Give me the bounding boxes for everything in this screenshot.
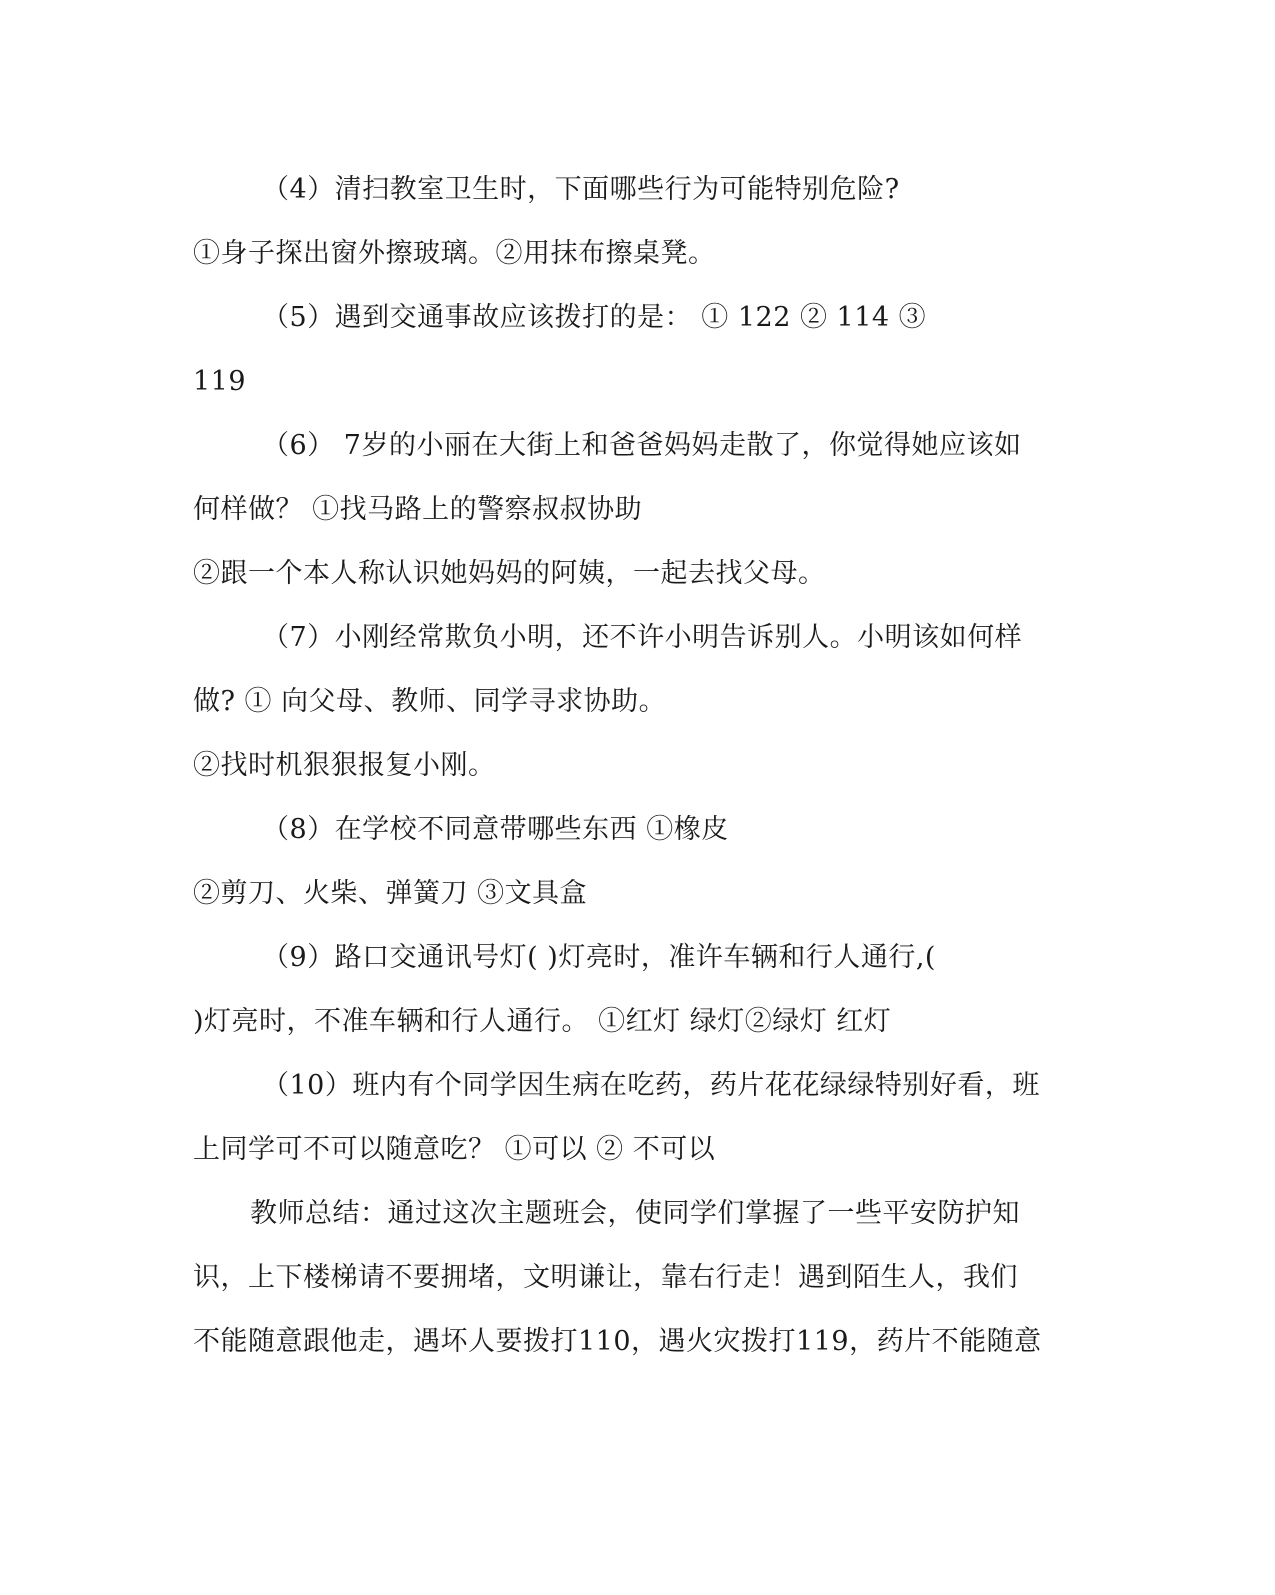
question-6: （6） 7岁的小丽在大街上和爸爸妈妈走散了，你觉得她应该如	[262, 430, 1022, 461]
question-9-continued: )灯亮时，不准车辆和行人通行。 ①红灯 绿灯②绿灯 红灯	[193, 1006, 892, 1037]
question-4: （4）清扫教室卫生时，下面哪些行为可能特别危险?	[262, 174, 900, 205]
teacher-summary: 教师总结：通过这次主题班会，使同学们掌握了一些平安防护知	[250, 1198, 1020, 1229]
question-10-continued: 上同学可不可以随意吃？ ①可以 ② 不可以	[193, 1134, 716, 1165]
question-8: （8）在学校不同意带哪些东西 ①橡皮	[262, 814, 729, 845]
question-4-options: ①身子探出窗外擦玻璃。②用抹布擦桌凳。	[193, 238, 716, 269]
question-7-option-2: ②找时机狠狠报复小刚。	[193, 750, 496, 781]
question-8-options: ②剪刀、火柴、弹簧刀 ③文具盒	[193, 878, 588, 909]
question-7: （7）小刚经常欺负小明，还不许小明告诉别人。小明该如何样	[262, 622, 1023, 653]
teacher-summary-line-3: 不能随意跟他走，遇坏人要拨打110，遇火灾拨打119，药片不能随意	[193, 1326, 1042, 1357]
question-10: （10）班内有个同学因生病在吃药，药片花花绿绿特别好看，班	[262, 1070, 1040, 1101]
question-5-continued: 119	[193, 366, 247, 397]
question-6-continued: 何样做？ ①找马路上的警察叔叔协助	[193, 494, 643, 525]
question-6-option-2: ②跟一个本人称认识她妈妈的阿姨，一起去找父母。	[193, 558, 826, 589]
teacher-summary-line-2: 识，上下楼梯请不要拥堵，文明谦让，靠右行走！遇到陌生人，我们	[193, 1262, 1018, 1293]
question-9: （9）路口交通讯号灯( )灯亮时，准许车辆和行人通行,(	[262, 942, 936, 973]
question-5: （5）遇到交通事故应该拨打的是： ① 122 ② 114 ③	[262, 302, 927, 333]
question-7-continued: 做? ① 向父母、教师、同学寻求协助。	[193, 686, 667, 717]
